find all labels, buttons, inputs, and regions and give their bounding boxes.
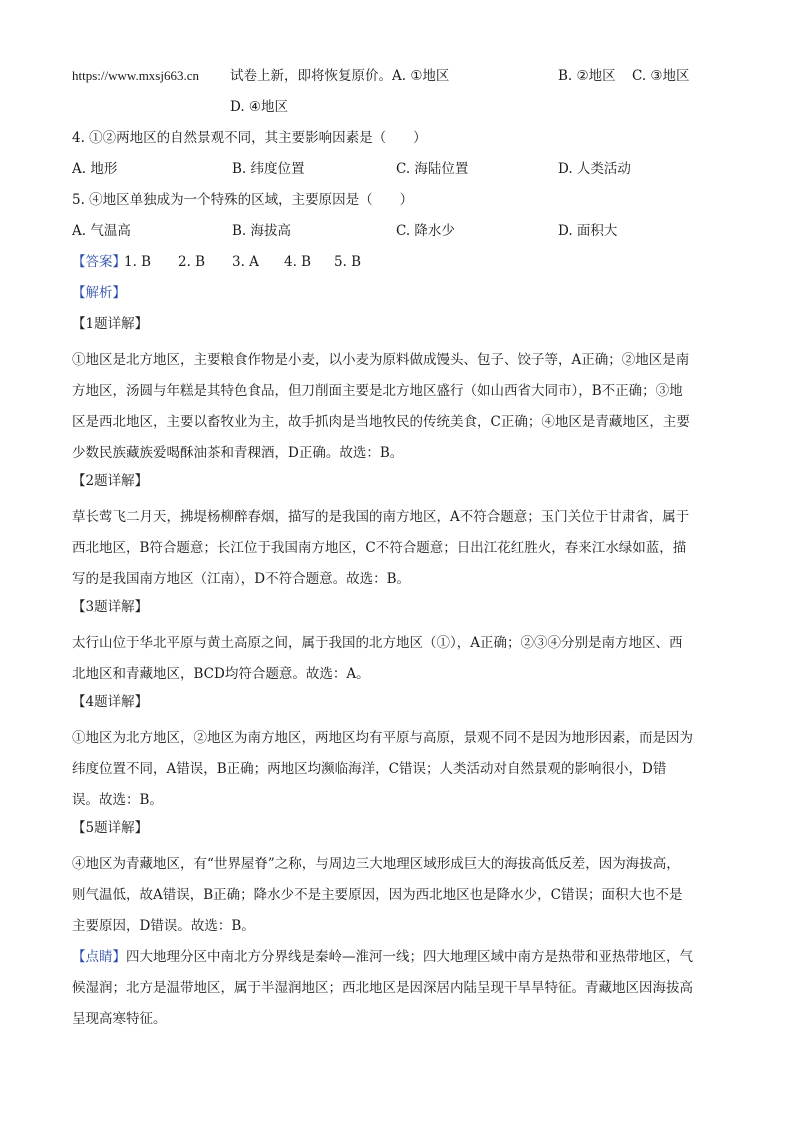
answer-label: 【答案】: [72, 254, 126, 270]
q5-option-b: B. 海拔高: [232, 223, 292, 239]
option-c: C. ③地区: [632, 68, 690, 84]
q4-option-b: B. 纬度位置: [232, 161, 305, 177]
tip-block: 【点睛】四大地理分区中南北方分界线是秦岭—淮河一线；四大地理区域中南方是热带和亚热带地区，气 候湿润；北方是温带地区，属于半湿润地区；西北地区是因深居内陆呈现干旱旱特征。青藏地区因海拔高 呈现高寒特征。: [72, 949, 693, 1027]
section-title: 【4题详解】: [72, 694, 149, 710]
question-4-stem: 4. ①②两地区的自然景观不同，其主要影响因素是（ ）: [72, 130, 427, 146]
header-line: [72, 66, 724, 86]
answer-item: 5. B: [334, 254, 362, 270]
section-title: 【1题详解】: [72, 316, 149, 332]
q5-option-d: D. 面积大: [558, 223, 618, 239]
section-title: 【2题详解】: [72, 473, 149, 489]
source-url[interactable]: https://www.mxsj663.cn: [72, 68, 199, 83]
section-body: ①地区为北方地区，②地区为南方地区，两地区均有平原与高原，景观不同不是因为地形因素，而是因为 纬度位置不同，A错误，B正确；两地区均濒临海洋，C错误；人类活动对自然景观的影响很小，D错 误。故选：B。: [72, 730, 693, 808]
option-b: B. ②地区: [558, 68, 616, 84]
q5-option-c: C. 降水少: [396, 223, 455, 239]
answer-item: 1. B: [124, 254, 152, 270]
tip-label: 【点睛】: [72, 949, 126, 965]
section-title: 【3题详解】: [72, 599, 149, 615]
q4-option-c: C. 海陆位置: [396, 161, 469, 177]
q4-option-d: D. 人类活动: [558, 161, 631, 177]
question-4-options: [72, 159, 724, 179]
q5-option-a: A. 气温高: [72, 223, 131, 239]
section-body: 太行山位于华北平原与黄土高原之间，属于我国的北方地区（①），A正确；②③④分别是南方地区、西 北地区和青藏地区，BCD均符合题意。故选：A。: [72, 635, 683, 682]
analysis-heading: 【解析】: [72, 285, 126, 301]
answer-item: 2. B: [178, 254, 206, 270]
q4-option-a: A. 地形: [72, 161, 118, 177]
question-5-options: [72, 221, 724, 241]
answer-item: 4. B: [284, 254, 312, 270]
answer-item: 3. A: [232, 254, 259, 270]
header-line-2: [72, 97, 724, 117]
section-body: ④地区为青藏地区，有“世界屋脊”之称，与周边三大地理区域形成巨大的海拔高低反差，因为海拔高， 则气温低，故A错误，B正确；降水少不是主要原因，因为西北地区也是降水少，C错误；面积大也不是 主要原因，D错误。故选：B。: [72, 856, 683, 934]
section-body: 草长莺飞二月天，拂堤杨柳醉春烟，描写的是我国的南方地区，A不符合题意；玉门关位于甘肃省，属于 西北地区，B符合题意；长江位于我国南方地区，C不符合题意；日出江花红胜火，春来江水绿如蓝，描 写的是我国南方地区（江南），D不符合题意。故选：B。: [72, 509, 690, 587]
header-notice: 试卷上新，即将恢复原价。A. ①地区: [230, 68, 450, 84]
question-5-stem: 5. ④地区单独成为一个特殊的区域，主要原因是（ ）: [72, 192, 414, 208]
answer-line: [72, 252, 724, 272]
option-d: D. ④地区: [230, 99, 289, 115]
section-title: 【5题详解】: [72, 820, 149, 836]
section-body: ①地区是北方地区，主要粮食作物是小麦，以小麦为原料做成馒头、包子、饺子等，A正确；②地区是南 方地区，汤圆与年糕是其特色食品，但刀削面主要是北方地区盛行（如山西省大同市），B不正确；③地 区是西北地区，主要以畜牧业为主，故手抓肉是当地牧民的传统美食，C正确；④地区是青藏地区，主要 少数民族藏族爱喝酥油茶和青稞酒，D正确。故选：B。: [72, 352, 690, 461]
document-page: [72, 66, 724, 1035]
